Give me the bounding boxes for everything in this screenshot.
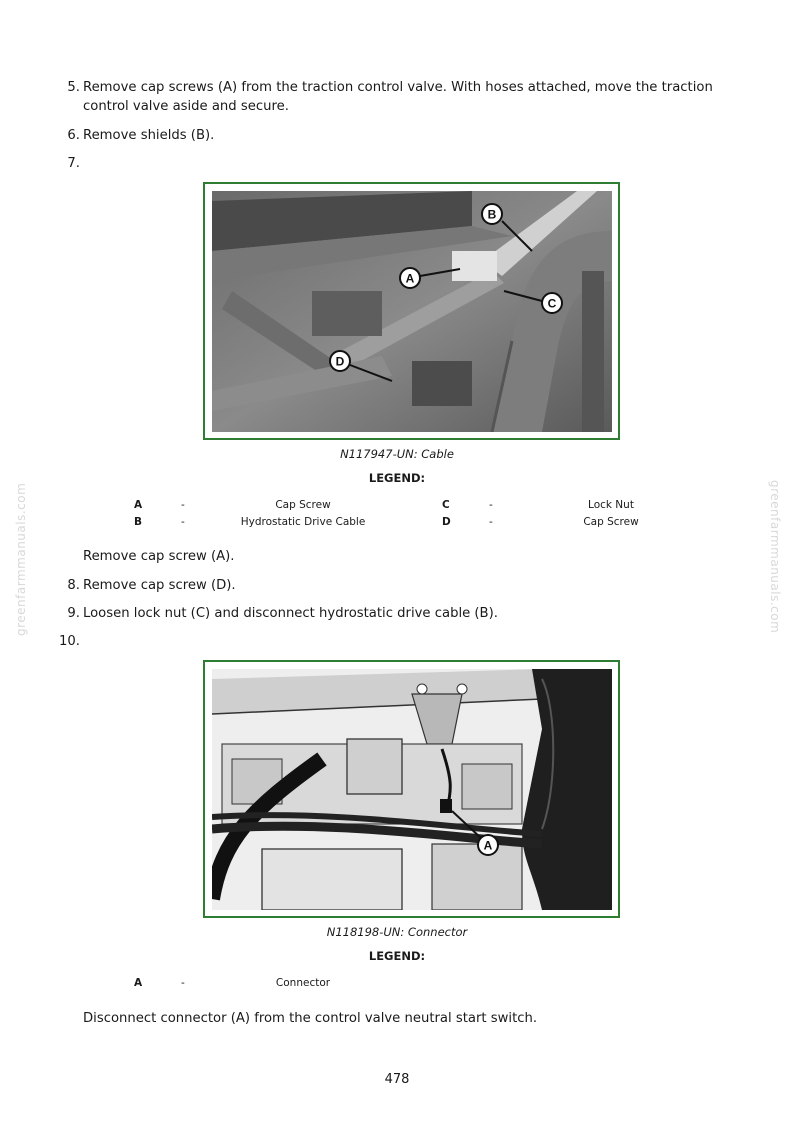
figure-caption: N118198-UN: Connector [326, 925, 468, 939]
step-9 [60, 604, 750, 624]
step-text: Remove cap screws (A) from the traction control valve. With hoses attached, move the traction control valve aside and secure. [83, 80, 713, 114]
step-10 [54, 632, 744, 652]
substep-text: Disconnect connector (A) from the control valve neutral start switch. [83, 1011, 538, 1026]
figure-connector [203, 660, 620, 918]
step-number: 8. [67, 578, 80, 593]
legend-letter: D [442, 516, 451, 528]
svg-text:A: A [483, 838, 493, 853]
legend-label: Cap Screw [275, 499, 331, 511]
substep-text: Remove cap screw (A). [83, 549, 235, 564]
step-text: Remove cap screw (D). [83, 578, 236, 593]
step-5 [60, 78, 750, 118]
step-number: 5. [67, 80, 80, 95]
step-text: Remove shields (B). [83, 128, 215, 143]
watermark-left: greenfarmmanuals.com [14, 482, 28, 636]
step-number: 10. [59, 634, 80, 649]
figure-cable [203, 182, 620, 440]
legend-letter: A [134, 499, 143, 511]
step-number: 7. [67, 156, 80, 171]
svg-text:B: B [487, 207, 497, 222]
legend-label: Hydrostatic Drive Cable [240, 516, 366, 528]
figure-caption: N117947-UN: Cable [340, 447, 454, 461]
legend-title: LEGEND: [368, 949, 426, 963]
legend-label: Connector [275, 977, 331, 989]
page-number: 478 [384, 1072, 410, 1087]
legend-dash: - [489, 499, 493, 511]
legend-dash: - [181, 516, 185, 528]
legend-label: Lock Nut [588, 499, 634, 511]
svg-text:A: A [405, 271, 415, 286]
legend-letter: B [134, 516, 143, 528]
legend-label: Cap Screw [583, 516, 639, 528]
legend-letter: C [442, 499, 450, 511]
step-8 [60, 576, 750, 596]
svg-text:C: C [547, 296, 557, 311]
watermark-right: greenfarmmanuals.com [768, 480, 782, 634]
legend-dash: - [181, 977, 185, 989]
legend-title: LEGEND: [368, 471, 426, 485]
legend-dash: - [489, 516, 493, 528]
step-number: 9. [67, 606, 80, 621]
legend-letter: A [134, 977, 143, 989]
step-text: Loosen lock nut (C) and disconnect hydrostatic drive cable (B). [83, 606, 498, 621]
legend-dash: - [181, 499, 185, 511]
step-6 [60, 126, 750, 146]
cable-photo [212, 191, 612, 432]
step-7 [60, 154, 750, 174]
svg-text:D: D [335, 354, 345, 369]
step-number: 6. [67, 128, 80, 143]
connector-illustration [212, 669, 612, 910]
